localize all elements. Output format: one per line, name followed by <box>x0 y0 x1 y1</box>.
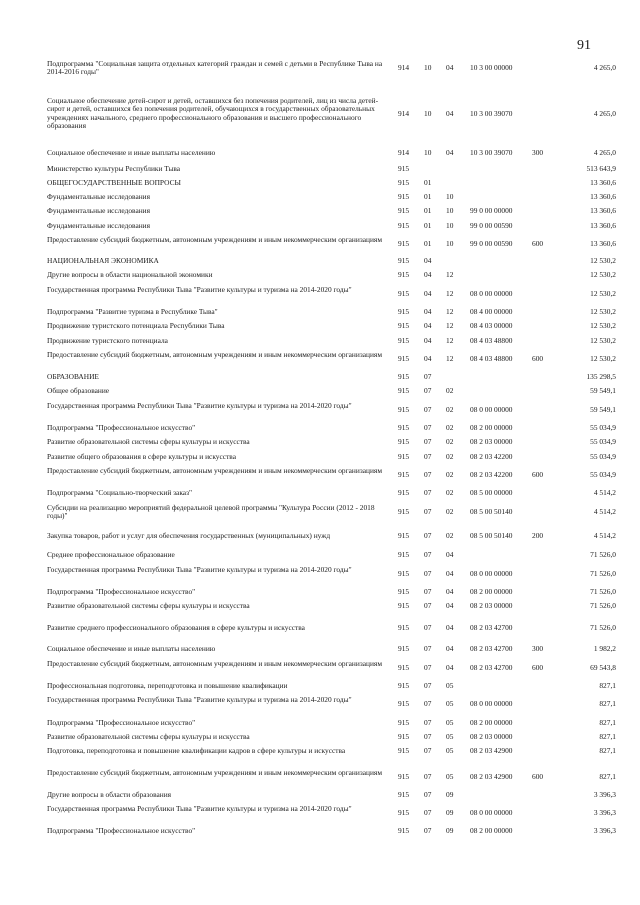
row-rz: 07 <box>424 470 432 480</box>
row-rz: 07 <box>424 587 432 596</box>
row-sum: 3 396,3 <box>593 826 616 835</box>
row-ved: 915 <box>398 178 410 187</box>
row-csr: 08 2 03 42700 <box>470 663 513 673</box>
row-rz: 07 <box>424 488 432 497</box>
row-name: Подготовка, переподготовка и повышение квалификации кадров в сфере культуры и искусства <box>47 746 346 755</box>
row-ved: 915 <box>398 587 410 596</box>
row-sum: 827,1 <box>599 699 616 709</box>
row-ved: 915 <box>398 488 410 497</box>
row-sum: 13 360,6 <box>590 206 616 215</box>
row-rz: 07 <box>424 663 432 673</box>
row-sum: 827,1 <box>599 681 616 690</box>
row-sum: 827,1 <box>599 746 616 755</box>
row-name: Предоставление субсидий бюджетным, автономным учреждениям и иным некоммерческим организациям <box>47 768 383 777</box>
row-ved: 915 <box>398 550 410 559</box>
row-name: Общее образование <box>47 386 110 395</box>
row-sum: 4 265,0 <box>593 63 616 73</box>
row-ved: 915 <box>398 405 410 415</box>
row-csr: 08 4 00 00000 <box>470 307 513 316</box>
row-ved: 915 <box>398 256 410 265</box>
row-pr: 04 <box>446 108 454 118</box>
row-name: Развитие образовательной системы сферы культуры и искусства <box>47 732 250 741</box>
row-ved: 915 <box>398 644 410 653</box>
row-ved: 915 <box>398 470 410 480</box>
row-pr: 12 <box>446 270 454 279</box>
row-pr: 09 <box>446 790 454 799</box>
row-csr: 08 2 03 00000 <box>470 732 513 741</box>
row-sum: 12 530,2 <box>590 307 616 316</box>
row-ved: 915 <box>398 336 410 345</box>
row-vr: 600 <box>532 663 544 673</box>
row-rz: 07 <box>424 437 432 446</box>
row-ved: 915 <box>398 663 410 673</box>
row-sum: 827,1 <box>599 718 616 727</box>
row-pr: 04 <box>446 63 454 73</box>
row-rz: 07 <box>424 746 432 755</box>
row-rz: 07 <box>424 644 432 653</box>
row-name: Продвижение туристского потенциала Республики Тыва <box>47 321 225 330</box>
row-ved: 915 <box>398 531 410 540</box>
row-pr: 12 <box>446 354 454 364</box>
row-sum: 55 034,9 <box>590 437 616 446</box>
row-ved: 915 <box>398 507 410 517</box>
row-csr: 10 3 00 00000 <box>470 63 513 73</box>
row-name: ОБРАЗОВАНИЕ <box>47 372 99 381</box>
row-ved: 915 <box>398 354 410 364</box>
row-ved: 915 <box>398 437 410 446</box>
row-sum: 4 514,2 <box>593 531 616 540</box>
row-name: Социальное обеспечение детей-сирот и детей, оставшихся без попечения родителей, лиц из числа детей-сирот и детей, оставшихся без попечения родителей, обучающихся в государственных образовательных учреждениях начального, среднего профессионального образования и высшего профессионального образования <box>47 96 379 131</box>
row-name: Развитие образовательной системы сферы культуры и искусства <box>47 601 250 610</box>
row-name: Государственная программа Республики Тыва "Развитие культуры и туризма на 2014-2020 годы" <box>47 695 352 704</box>
row-ved: 915 <box>398 623 410 632</box>
row-vr: 600 <box>532 354 544 364</box>
row-pr: 04 <box>446 587 454 596</box>
row-sum: 12 530,2 <box>590 289 616 299</box>
row-rz: 07 <box>424 386 432 395</box>
row-name: Предоставление субсидий бюджетным, автономным учреждениям и иным некоммерческим организациям <box>47 235 383 244</box>
row-name: Подпрограмма "Профессиональное искусство" <box>47 718 196 727</box>
row-rz: 07 <box>424 772 432 782</box>
row-sum: 4 514,2 <box>593 488 616 497</box>
row-ved: 915 <box>398 164 410 173</box>
row-csr: 08 2 03 00000 <box>470 601 513 610</box>
row-ved: 915 <box>398 826 410 835</box>
row-csr: 08 4 03 48800 <box>470 336 513 345</box>
row-name: ОБЩЕГОСУДАРСТВЕННЫЕ ВОПРОСЫ <box>47 178 181 187</box>
row-pr: 04 <box>446 623 454 632</box>
row-name: Социальное обеспечение и иные выплаты населению <box>47 148 216 157</box>
row-rz: 07 <box>424 550 432 559</box>
row-name: Социальное обеспечение и иные выплаты населению <box>47 644 216 653</box>
row-csr: 08 4 03 00000 <box>470 321 513 330</box>
row-name: Государственная программа Республики Тыва "Развитие культуры и туризма на 2014-2020 годы" <box>47 804 352 813</box>
row-ved: 915 <box>398 569 410 579</box>
row-name: НАЦИОНАЛЬНАЯ ЭКОНОМИКА <box>47 256 159 265</box>
row-csr: 99 0 00 00000 <box>470 206 513 215</box>
row-rz: 07 <box>424 681 432 690</box>
row-csr: 10 3 00 39070 <box>470 108 513 118</box>
row-ved: 914 <box>398 63 410 73</box>
row-ved: 915 <box>398 386 410 395</box>
row-csr: 08 2 03 00000 <box>470 437 513 446</box>
row-rz: 10 <box>424 63 432 73</box>
row-name: Предоставление субсидий бюджетным, автономным учреждениям и иным некоммерческим организациям <box>47 466 383 475</box>
row-name: Подпрограмма "Социальная защита отдельных категорий граждан и семей с детьми в Республике Тыва на 2014-2016 годы" <box>47 59 383 77</box>
row-rz: 10 <box>424 148 432 157</box>
row-vr: 600 <box>532 772 544 782</box>
row-sum: 71 526,0 <box>590 601 616 610</box>
row-ved: 915 <box>398 206 410 215</box>
row-pr: 04 <box>446 601 454 610</box>
row-sum: 513 643,9 <box>586 164 616 173</box>
row-ved: 915 <box>398 221 410 230</box>
row-ved: 915 <box>398 192 410 201</box>
row-name: Подпрограмма "Развитие туризма в Республике Тыва" <box>47 307 218 316</box>
row-pr: 12 <box>446 307 454 316</box>
row-sum: 59 549,1 <box>590 386 616 395</box>
row-csr: 08 2 03 42700 <box>470 644 513 653</box>
row-rz: 07 <box>424 569 432 579</box>
row-name: Государственная программа Республики Тыва "Развитие культуры и туризма на 2014-2020 годы" <box>47 401 352 410</box>
row-sum: 55 034,9 <box>590 423 616 432</box>
row-sum: 55 034,9 <box>590 452 616 461</box>
row-name: Закупка товаров, работ и услуг для обеспечения государственных (муниципальных) нужд <box>47 531 331 540</box>
row-csr: 08 2 00 00000 <box>470 423 513 432</box>
row-pr: 05 <box>446 746 454 755</box>
row-csr: 08 0 00 00000 <box>470 808 513 818</box>
row-rz: 07 <box>424 790 432 799</box>
row-rz: 10 <box>424 108 432 118</box>
row-pr: 05 <box>446 732 454 741</box>
row-ved: 915 <box>398 746 410 755</box>
row-ved: 915 <box>398 808 410 818</box>
row-ved: 914 <box>398 148 410 157</box>
row-vr: 300 <box>532 644 544 653</box>
row-pr: 04 <box>446 663 454 673</box>
row-pr: 05 <box>446 681 454 690</box>
row-vr: 200 <box>532 531 544 540</box>
row-pr: 02 <box>446 531 454 540</box>
row-rz: 07 <box>424 826 432 835</box>
row-rz: 04 <box>424 307 432 316</box>
row-sum: 13 360,6 <box>590 239 616 249</box>
row-sum: 55 034,9 <box>590 470 616 480</box>
row-rz: 07 <box>424 423 432 432</box>
row-sum: 3 396,3 <box>593 808 616 818</box>
row-sum: 12 530,2 <box>590 354 616 364</box>
row-rz: 01 <box>424 239 432 249</box>
row-sum: 4 265,0 <box>593 148 616 157</box>
row-name: Подпрограмма "Профессиональное искусство" <box>47 587 196 596</box>
row-ved: 915 <box>398 321 410 330</box>
row-rz: 07 <box>424 405 432 415</box>
row-sum: 71 526,0 <box>590 623 616 632</box>
row-pr: 05 <box>446 772 454 782</box>
row-ved: 915 <box>398 699 410 709</box>
row-rz: 07 <box>424 531 432 540</box>
row-rz: 01 <box>424 178 432 187</box>
row-ved: 915 <box>398 718 410 727</box>
row-rz: 07 <box>424 372 432 381</box>
row-ved: 915 <box>398 307 410 316</box>
row-pr: 04 <box>446 550 454 559</box>
row-pr: 04 <box>446 569 454 579</box>
row-sum: 827,1 <box>599 732 616 741</box>
row-sum: 827,1 <box>599 772 616 782</box>
row-rz: 07 <box>424 732 432 741</box>
row-csr: 08 2 03 42700 <box>470 623 513 632</box>
row-pr: 02 <box>446 452 454 461</box>
row-sum: 69 543,8 <box>590 663 616 673</box>
row-csr: 08 2 00 00000 <box>470 826 513 835</box>
row-pr: 05 <box>446 699 454 709</box>
row-ved: 915 <box>398 681 410 690</box>
row-pr: 10 <box>446 206 454 215</box>
row-pr: 09 <box>446 826 454 835</box>
row-sum: 12 530,2 <box>590 256 616 265</box>
row-pr: 12 <box>446 336 454 345</box>
row-pr: 04 <box>446 644 454 653</box>
row-csr: 10 3 00 39070 <box>470 148 513 157</box>
row-pr: 12 <box>446 321 454 330</box>
row-sum: 4 514,2 <box>593 507 616 517</box>
row-name: Другие вопросы в области национальной экономики <box>47 270 213 279</box>
row-rz: 04 <box>424 354 432 364</box>
row-ved: 915 <box>398 601 410 610</box>
row-pr: 05 <box>446 718 454 727</box>
row-ved: 915 <box>398 239 410 249</box>
row-sum: 135 298,5 <box>586 372 616 381</box>
row-ved: 914 <box>398 108 410 118</box>
row-ved: 915 <box>398 270 410 279</box>
row-rz: 07 <box>424 718 432 727</box>
row-pr: 02 <box>446 423 454 432</box>
row-ved: 915 <box>398 732 410 741</box>
row-csr: 08 4 03 48800 <box>470 354 513 364</box>
row-csr: 08 0 00 00000 <box>470 699 513 709</box>
row-sum: 12 530,2 <box>590 336 616 345</box>
row-rz: 07 <box>424 699 432 709</box>
row-rz: 07 <box>424 623 432 632</box>
row-sum: 12 530,2 <box>590 321 616 330</box>
row-name: Предоставление субсидий бюджетным, автономным учреждениям и иным некоммерческим организациям <box>47 350 383 359</box>
row-pr: 02 <box>446 386 454 395</box>
row-pr: 02 <box>446 437 454 446</box>
row-csr: 08 0 00 00000 <box>470 289 513 299</box>
row-name: Другие вопросы в области образования <box>47 790 172 799</box>
row-csr: 99 0 00 00590 <box>470 221 513 230</box>
row-name: Среднее профессиональное образование <box>47 550 175 559</box>
row-vr: 600 <box>532 470 544 480</box>
row-ved: 915 <box>398 452 410 461</box>
row-rz: 01 <box>424 206 432 215</box>
row-name: Развитие общего образования в сфере культуры и искусства <box>47 452 236 461</box>
row-name: Профессиональная подготовка, переподготовка и повышение квалификации <box>47 681 288 690</box>
row-name: Субсидии на реализацию мероприятий федеральной целевой программы "Культура России (2012 - 2018 годы)" <box>47 503 375 521</box>
row-rz: 07 <box>424 507 432 517</box>
row-csr: 08 5 00 50140 <box>470 531 513 540</box>
page-number: 91 <box>577 38 591 53</box>
row-sum: 13 360,6 <box>590 192 616 201</box>
row-sum: 59 549,1 <box>590 405 616 415</box>
row-rz: 07 <box>424 808 432 818</box>
row-csr: 99 0 00 00590 <box>470 239 513 249</box>
row-sum: 12 530,2 <box>590 270 616 279</box>
row-name: Министерство культуры Республики Тыва <box>47 164 181 173</box>
row-name: Развитие среднего профессионального образования в сфере культуры и искусства <box>47 623 305 632</box>
row-rz: 04 <box>424 256 432 265</box>
row-csr: 08 2 03 42200 <box>470 452 513 461</box>
row-name: Государственная программа Республики Тыва "Развитие культуры и туризма на 2014-2020 годы" <box>47 565 352 574</box>
row-pr: 02 <box>446 470 454 480</box>
row-ved: 915 <box>398 289 410 299</box>
row-sum: 3 396,3 <box>593 790 616 799</box>
row-pr: 10 <box>446 239 454 249</box>
row-pr: 02 <box>446 405 454 415</box>
row-name: Фундаментальные исследования <box>47 192 151 201</box>
row-sum: 71 526,0 <box>590 587 616 596</box>
row-sum: 71 526,0 <box>590 569 616 579</box>
row-csr: 08 2 03 42900 <box>470 772 513 782</box>
row-csr: 08 0 00 00000 <box>470 405 513 415</box>
row-rz: 04 <box>424 336 432 345</box>
row-ved: 915 <box>398 372 410 381</box>
row-csr: 08 2 00 00000 <box>470 718 513 727</box>
row-sum: 4 265,0 <box>593 108 616 118</box>
row-name: Фундаментальные исследования <box>47 221 151 230</box>
row-pr: 10 <box>446 221 454 230</box>
row-name: Государственная программа Республики Тыва "Развитие культуры и туризма на 2014-2020 годы" <box>47 285 352 294</box>
row-ved: 915 <box>398 772 410 782</box>
row-pr: 09 <box>446 808 454 818</box>
row-pr: 12 <box>446 289 454 299</box>
row-sum: 13 360,6 <box>590 221 616 230</box>
row-csr: 08 5 00 00000 <box>470 488 513 497</box>
row-csr: 08 0 00 00000 <box>470 569 513 579</box>
row-name: Подпрограмма "Профессиональное искусство" <box>47 423 196 432</box>
row-pr: 02 <box>446 507 454 517</box>
row-vr: 600 <box>532 239 544 249</box>
row-ved: 915 <box>398 423 410 432</box>
row-rz: 07 <box>424 452 432 461</box>
row-pr: 10 <box>446 192 454 201</box>
row-csr: 08 2 03 42900 <box>470 746 513 755</box>
row-pr: 02 <box>446 488 454 497</box>
row-name: Развитие образовательной системы сферы культуры и искусства <box>47 437 250 446</box>
row-rz: 04 <box>424 321 432 330</box>
row-name: Предоставление субсидий бюджетным, автономным учреждениям и иным некоммерческим организациям <box>47 659 383 668</box>
row-csr: 08 5 00 50140 <box>470 507 513 517</box>
row-rz: 04 <box>424 270 432 279</box>
row-name: Продвижение туристского потенциала <box>47 336 168 345</box>
row-name: Подпрограмма "Профессиональное искусство" <box>47 826 196 835</box>
row-ved: 915 <box>398 790 410 799</box>
row-vr: 300 <box>532 148 544 157</box>
row-sum: 71 526,0 <box>590 550 616 559</box>
row-csr: 08 2 00 00000 <box>470 587 513 596</box>
row-rz: 01 <box>424 221 432 230</box>
row-sum: 13 360,6 <box>590 178 616 187</box>
row-sum: 1 982,2 <box>593 644 616 653</box>
row-pr: 04 <box>446 148 454 157</box>
row-name: Подпрограмма "Социально-творческий заказ" <box>47 488 193 497</box>
row-csr: 08 2 03 42200 <box>470 470 513 480</box>
row-rz: 01 <box>424 192 432 201</box>
row-rz: 07 <box>424 601 432 610</box>
row-rz: 04 <box>424 289 432 299</box>
row-name: Фундаментальные исследования <box>47 206 151 215</box>
